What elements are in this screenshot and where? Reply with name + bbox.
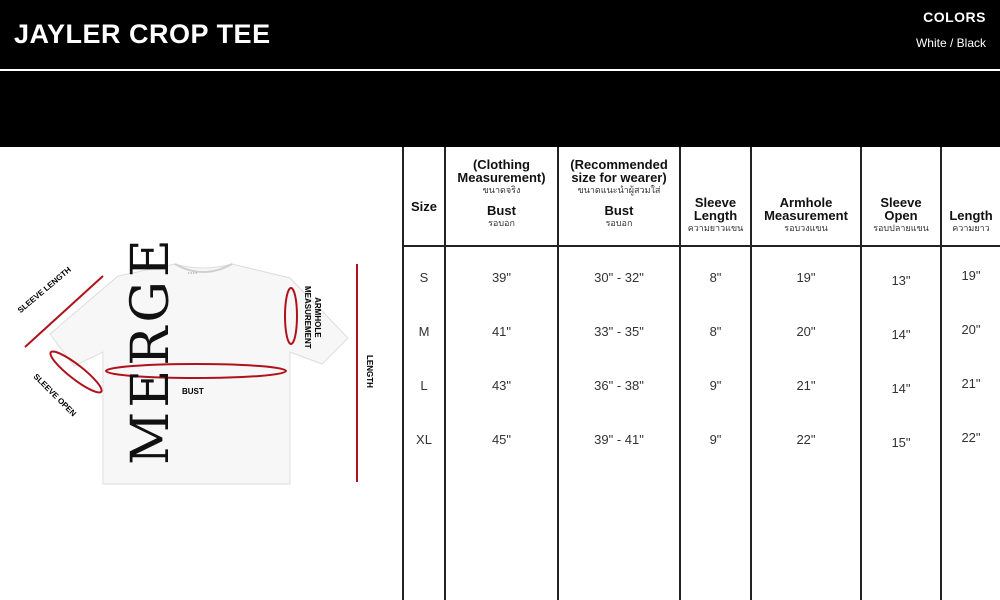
svg-text:• • • •: • • • •: [188, 270, 197, 275]
cell-recommended: 33" - 35": [594, 324, 644, 339]
cell-bust: 41": [491, 324, 512, 339]
cell-size: XL: [416, 432, 432, 447]
header-armhole-line2: Measurement: [764, 208, 848, 223]
cell-length: 22": [961, 430, 981, 445]
sleeve-open-label: SLEEVE OPEN: [31, 372, 78, 419]
cell-length: 20": [961, 322, 981, 337]
armhole-label: [302, 286, 322, 349]
header-recommended-thai: ขนาดแนะนำผู้สวมใส่: [577, 185, 661, 195]
header-recommended-size: [559, 158, 679, 229]
merge-print: MERGE: [121, 235, 181, 465]
header-sleeve-length-thai: ความยาวแขน: [687, 223, 744, 233]
cell-sleeve-length: 9": [709, 432, 722, 447]
header-sleeve-open-line1: Sleeve: [880, 195, 922, 210]
header-armhole: [752, 196, 860, 234]
header-armhole-line1: Armhole: [779, 195, 833, 210]
cell-sleeve-open: 14": [891, 327, 911, 342]
header-recommended-line1: (Recommended: [570, 157, 668, 172]
header-clothing-measurement: [446, 158, 557, 229]
header-clothing-line2: Measurement): [457, 170, 546, 185]
tshirt-illustration: [0, 0, 400, 600]
header-recommended-line2: size for wearer): [571, 170, 667, 185]
cell-sleeve-open: 13": [891, 273, 911, 288]
header-recommended-bust: Bust: [604, 203, 634, 218]
table-header-divider: [403, 245, 1000, 247]
cell-sleeve-length: 8": [709, 324, 722, 339]
cell-recommended: 30" - 32": [594, 270, 644, 285]
header-length: [942, 209, 1000, 234]
cell-bust: 39": [491, 270, 512, 285]
header-armhole-thai: รอบวงแขน: [784, 223, 828, 233]
colors-value: White / Black: [915, 36, 986, 50]
header-sleeve-length-line1: Sleeve: [694, 195, 737, 210]
cell-bust: 45": [491, 432, 512, 447]
cell-length: 19": [961, 268, 981, 283]
cell-armhole: 21": [796, 378, 816, 393]
header-sleeve-open-line2: Open: [884, 208, 918, 223]
header-sleeve-length-line2: Length: [693, 208, 738, 223]
cell-sleeve-length: 8": [709, 270, 722, 285]
header-clothing-bust-thai: รอบอก: [488, 218, 515, 228]
length-label: LENGTH: [365, 355, 374, 388]
product-title: JAYLER CROP TEE: [14, 19, 271, 49]
header-clothing-bust: Bust: [487, 203, 516, 218]
cell-size: M: [418, 324, 430, 339]
header-sleeve-length: [681, 196, 750, 234]
sleeve-length-label: SLEEVE LENGTH: [16, 265, 73, 315]
cell-recommended: 39" - 41": [594, 432, 644, 447]
header-sleeve-open-thai: รอบปลายแขน: [873, 223, 929, 233]
cell-sleeve-open: 15": [891, 435, 911, 450]
cell-armhole: 19": [796, 270, 816, 285]
cell-bust: 43": [491, 378, 512, 393]
colors-heading: COLORS: [923, 9, 986, 25]
cell-sleeve-length: 9": [709, 378, 722, 393]
cell-recommended: 36" - 38": [594, 378, 644, 393]
table-divider: [402, 147, 404, 600]
cell-armhole: 20": [796, 324, 816, 339]
armhole-label-line1: ARMHOLE: [313, 297, 322, 338]
bust-label: BUST: [182, 387, 204, 396]
cell-size: L: [420, 378, 428, 393]
cell-length: 21": [961, 376, 981, 391]
header-length-text: Length: [949, 208, 993, 223]
header-clothing-thai: ขนาดจริง: [482, 185, 521, 195]
header-length-thai: ความยาว: [952, 223, 990, 233]
cell-size: S: [419, 270, 429, 285]
header-recommended-bust-thai: รอบอก: [605, 218, 633, 228]
header-sleeve-open: [862, 196, 940, 234]
header-size: Size: [410, 199, 437, 214]
cell-sleeve-open: 14": [891, 381, 911, 396]
armhole-label-line2: MEASUREMENT: [303, 286, 312, 349]
header-clothing-line1: (Clothing: [472, 157, 531, 172]
cell-armhole: 22": [796, 432, 816, 447]
